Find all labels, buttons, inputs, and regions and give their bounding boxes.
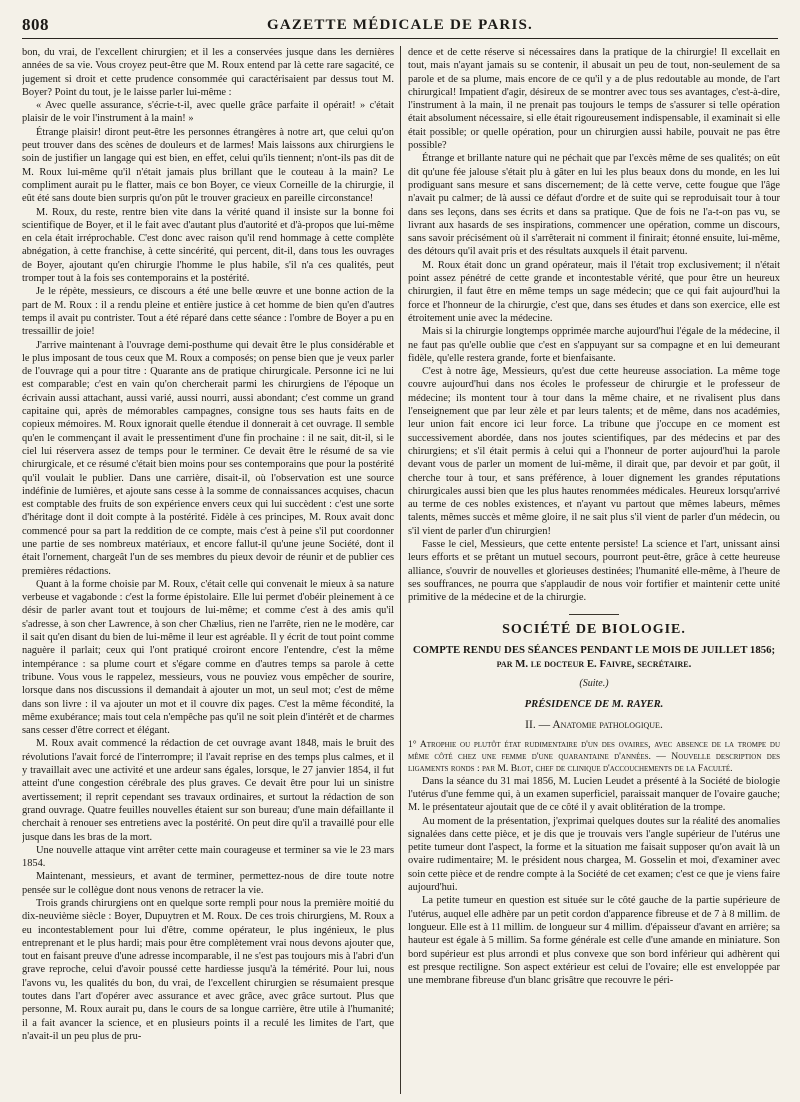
section-subtitle [408,643,780,671]
right-column [408,46,780,1096]
running-title: GAZETTE MÉDICALE DE PARIS. [267,17,533,33]
paragraph: M. Roux, du reste, rentre bien vite dans la vérité quand il insiste sur la bonne foi scientifique de Boyer, et il le fait avec d'autant plus d'autorité et d'à-propos que lui-même en cela était irréprochable. C'est donc avec raison qu'il rend hommage à cette complète abnégation, à cette franchise, à cette sincérité, qui percent, dit-il, dans tous les ouvrages de Boyer, ajoutant qu'en chirurgie l'homme le plus habile, s'il n'a ces qualités, peut tromper tout à la fois ses contemporains et la postérité. [22,206,394,285]
paragraph: M. Roux avait commencé la rédaction de cet ouvrage avant 1848, mais le bruit des révolutions l'avait forcé de l'interrompre; il l'avait reprise en des temps plus calmes, et il y travaillait avec une activité et une ardeur sans égales, lorsque, le 27 janvier 1854, il fut atteint d'une congestion cérébrale des plus graves. Ce devait être pour lui un sinistre avertissement; il reprit cependant ses travaux ordinaires, et surtout la rédaction de son grand ouvrage. Quatre feuilles nouvelles étaient sur son bureau; d'une main défaillante il cherchait à renouer ses entretiens avec la postérité. On peut dire qu'il a travaillé pour elle jusque dans les bras de la mort. [22,738,394,843]
presidence-label: PRÉSIDENCE DE M. RAYER. [524,699,664,711]
column-rule [400,46,401,1094]
paragraph: M. Roux était donc un grand opérateur, mais il l'était trop exclusivement; il n'était point assez pénétré de cette grande et incontestable vérité, que pour être un heureux chirurgien, il faut être en même temps un sage médecin; que ce qui fait aujourd'hui la force et l'honneur de la chirurgie, c'est que, dans ses études et dans son exercice, elle est étroitement unie avec la médecine. [408,259,780,324]
suite-label: (Suite.) [579,677,609,689]
paragraph: Je le répète, messieurs, ce discours a été une belle œuvre et une bonne action de la part de M. Roux : il a rendu pleine et entière justice à cet homme de bien qu'en d'autres temps il avait pu contrister. Tout a été réparé dans cette séance : l'ombre de Boyer a pu en tressaillir de joie! [22,286,394,338]
paragraph: Maintenant, messieurs, et avant de terminer, permettez-nous de dire toute notre pensée sur le collègue dont nous venons de retracer la vie. [22,871,394,896]
paragraph: Mais si la chirurgie longtemps opprimée marche aujourd'hui l'égale de la médecine, il ne faut pas qu'elle oublie que c'est en s'appuyant sur sa compagne et en lui demeurant fidèle, qu'elle restera grande, forte et bienfaisante. [408,326,780,364]
observation-heading: 1° Atrophie ou plutôt état rudimentaire d'un des ovaires, avec absence de la trompe du même côté chez une femme d'une quarantaine d'années. — Nouvelle description des ligaments ronds : par M. Blot, chef de clinique d'accouchements de la Faculté. [408,738,780,774]
paragraph: Quant à la forme choisie par M. Roux, c'était celle qui convenait le mieux à sa nature verbeuse et vagabonde : c'est la forme épistolaire. Elle lui permet d'obéir pleinement à ce désir de parler avant tout et toujours de lui-même; et comme c'est à des amis qu'il s'adresse, à son cher Lawrence, à son cher Chælius, rien ne l'arrête, rien ne le modère, car il sait qu'en disant du bien de lui-même il leur est agréable. Il y écrit de tout point comme naguère il parlait; ceux qui l'ont pratiqué croiront encore l'entendre, c'est la même intempérance : sa plume court et s'égare comme en d'autres temps sa parole à cette tribune. Vous vous le rappelez, messieurs, vous ne pouviez vous empêcher de sourire, lorsque dans nos discussions il demandait à ajouter un mot, un seul mot; c'est de même dans son livre : il va ajouter un mot et il couvre dix pages. C'est la même fécondité, la même exubérance; mais tout cela n'empêche pas qu'il ne soit plein d'intérêt et de charmes sans cesser d'être correct et élégant. [22,578,394,737]
paragraph: Au moment de la présentation, j'exprimai quelques doutes sur la réalité des anomalies signalées dans cette pièce, et je dis que je trouvais vers l'angle supérieur de l'utérus une petite tumeur dont l'aspect, la forme et la situation me faisait supposer qu'on avait là un ovaire rudimentaire; M. le président nous chargea, M. Gosselin et moi, d'examiner avec soin cette pièce et de rendre compte à la Société de cet examen; c'est ce que je viens faire aujourd'hui. [408,815,780,894]
paragraph: « Avec quelle assurance, s'écrie-t-il, avec quelle grâce parfaite il opérait! » c'était plaisir de le voir l'instrument à la main! » [22,100,394,125]
paragraph: Fasse le ciel, Messieurs, que cette entente persiste! La science et l'art, unissant ainsi leurs efforts et se prêtant un mutuel secours, pourront peut-être, grâce à cette heureuse alliance, s'ouvrir de nouvelles et glorieuses destinées; l'humanité elle-même, à l'heure de ses souffrances, ne pourra que s'applaudir de nous voir fortifier et maintenir cette unité primitive de la médecine et de la chirurgie. [408,538,780,604]
paragraph: J'arrive maintenant à l'ouvrage demi-posthume qui devait être le plus considérable et le plus imposant de tous ceux que M. Roux a composés; on pense bien que je veux parler de l'ouvrage qui a pour titre : Quarante ans de pratique chirurgicale. Personne ici ne lui est comparable; c'est en vain qu'on chercherait parmi les chirurgiens de l'époque un écrivain aussi attachant, aussi varié, aussi nourri, aussi abondant; c'est comme un grand capitaine qui, après de mémorables campagnes, consigne tous ses hauts faits en de copieux mémoires. M. Roux ignorait quelle étendue il donnerait à cet ouvrage. Il semble qu'en le commençant il avait le pressentiment d'une fin prochaine : il ne sait, dit-il, si le ciel lui réservera assez de temps pour le terminer. Ce devait être le résumé de sa vie chirurgicale, et ce résumé c'était bien moins pour ses contemporains que pour la postérité qu'il voulait le publier. Dans une carrière, disait-il, où l'observation est une source indéfinie de lumières, et ajoute sans cesse à la somme de connaissances acquises, chacun est comptable des fruits de son expérience envers ceux qui lui succèdent : c'est une sorte d'héritage dont il doit compte à la postérité. Fidèle à ces principes, M. Roux avait donc commencé pour sa part la reddition de ce compte, mais c'est à peine s'il put coordonner une partie de ses nombreux matériaux, et encore fallut-il qu'une jeune Société, dont il était l'ornement, chargeât l'un de ses membres du pieux devoir de réunir et de publier ces premières rédactions. [22,339,394,577]
paragraph: dence et de cette réserve si nécessaires dans la pratique de la chirurgie! Il excellait en tout, mais n'ayant jamais su se contenir, il abusait un peu de tout, non-seulement de sa parole et de sa plume, mais encore de ce qu'il y a de plus redoutable au monde, de l'art chirurgical! Impatient d'agir, désireux de se montrer avec tous ses avantages, c'est-à-dire, l'instrument à la main, il ne prenait pas toujours le temps de s'assurer si telle opération était absolument nécessaire, si elle était rigoureusement indispensable, il examinait si elle était possible; or quelle opération, pour un chirurgien aussi habile, pouvait ne pas être possible? [408,47,780,152]
paragraph: Étrange et brillante nature qui ne péchait que par l'excès même de ses qualités; on eût dit qu'une fée jalouse s'était plu à gâter en lui les plus beaux dons du monde, en les lui prodiguant sans mesure et sans discernement; de là cette verve, cette fougue que l'âge n'avait pu calmer; de là aussi ce défaut d'ordre et de suite qui se reproduisait tour à tour dans ses leçons, dans ses écrits et dans sa pratique. Que de fois ne l'a-t-on pas vu, se livrant aux hasards de ses inspirations, commencer une opération, comme un discours, sans savoir précisément où il s'arrêterait ni comment il finirait; étonné ensuite, lui-même, des détours qu'il avait pris et des résultats auxquels il était parvenu. [408,153,780,258]
section-subtitle-line-2: par M. le docteur E. Faivre, secrétaire. [496,657,692,670]
page-number: 808 [22,15,49,34]
paragraph: Une nouvelle attaque vint arrêter cette main courageuse et terminer sa vie le 23 mars 1854. [22,844,394,870]
section-title: SOCIÉTÉ DE BIOLOGIE. [502,622,686,638]
subsection-heading: II. — Anatomie pathologique. [525,719,663,732]
page-header [22,12,778,39]
section-subtitle-line-1: COMPTE RENDU DES SÉANCES PENDANT LE MOIS DE JUILLET 1856; [412,643,776,656]
section-divider [569,614,619,615]
paragraph: C'est à notre âge, Messieurs, qu'est due cette heureuse association. La même toge couvre aujourd'hui dans nos écoles le professeur de chirurgie et le professeur de médecine; ils montent tour à tour dans la même chaire, et ne rivalisent plus dans l'enseignement que par leur zèle et par leurs talents; et de même, dans nos académies, leur union fait encore ici leur force. La tribune que j'occupe en ce moment est successivement abordée, dans nos joutes scientifiques, par des médecins et par des chirurgiens; et s'il était permis à celui qui a l'honneur de porter aujourd'hui la parole devant vous de parler un moment de lui-même, il dirait que, par devoir et par goût, il cherche tour à tour, et sans préférence, à louer dignement les grandes réputations chirurgicales aussi bien que les plus hautes renommées médicales. Heureux lorsqu'arrivé au terme de ces nobles existences, et n'ayant vu partout que mêmes labeurs, mêmes talents, mêmes succès et même gloire, il ne sait plus s'il vient de parler d'un médecin, ou s'il vient de parler d'un chirurgien! [408,366,780,537]
paragraph: La petite tumeur en question est située sur le côté gauche de la partie supérieure de l'utérus, auquel elle adhère par un petit cordon d'apparence fibreuse et de 7 à 8 millim. de longueur. Elle est à 11 millim. de longueur sur 4 millim. d'épaisseur d'avant en arrière; sa hauteur est égale à 5 millim. Sa forme générale est celle d'une amande en miniature. Son bord supérieur est plus arrondi et plus convexe que son bord inférieur qui adhèrent qui est presque rectiligne. Son aspect extérieur est celui de l'ovaire; elle est enveloppée par une membrane fibreuse d'un blanc grisâtre que recouvre le péri- [408,895,780,987]
left-column [22,46,394,1096]
paragraph: Étrange plaisir! diront peut-être les personnes étrangères à notre art, que celui qu'on peut trouver dans des scènes de douleurs et de larmes! Mais laissons aux chirurgiens le soin de justifier un langage qui est bien, en effet, celui qu'ils tiennent; n'ont-ils pas dit de M. Roux lui-même qu'il n'était jamais plus brillant que le couteau à la main? Le compliment aurait pu le flatter, mais ce bon Boyer, ce vieux Corneille de la chirurgie, il eût été sans doute bien surpris qu'on pût le trouver gracieux en pareille circonstance! [22,126,394,205]
paragraph: Dans la séance du 31 mai 1856, M. Lucien Leudet a présenté à la Société de biologie l'utérus d'une femme qui, à un examen superficiel, paraissait manquer de l'ovaire gauche; M. le présentateur ajoutait que de ce côté il y avait oblitération de la trompe. [408,775,780,814]
paragraph: Trois grands chirurgiens ont en quelque sorte rempli pour nous la première moitié du dix-neuvième siècle : Boyer, Dupuytren et M. Roux. De ces trois chirurgiens, M. Roux a eu incontestablement pour lui d'être, comme opérateur, le plus ingénieux, le plus entreprenant et le plus hardi; mais pour être complètement vrai nous devons ajouter que, tout en faisant preuve d'une adresse incomparable, il ne s'est pas toujours mis à l'abri d'un grave reproche, celui d'avoir poussé cette hardiesse jusqu'à la témérité. Pour lui, nous l'avons vu, les qualités du bon, du vrai, de l'excellent chirurgien se résumaient presque toutes dans l'art d'opérer avec assurance et avec grâce, avec grâce surtout. Plus que personne, M. Roux aurait pu, dans le cours de sa longue carrière, être utile à l'humanité; il a fait avancer la science, et en plusieurs points il a reculé les limites de l'art, que n'avait-il un peu plus de pru- [22,898,394,1042]
paragraph: bon, du vrai, de l'excellent chirurgien; et il les a conservées jusque dans les dernières années de sa vie. Vous croyez peut-être que M. Roux entend par là cette rare sagacité, ce jugement si droit et cette prudence consommée qui caractérisaient par dessus tout M. Boyer? Point du tout, je le laisse parler lui-même : [22,47,394,98]
